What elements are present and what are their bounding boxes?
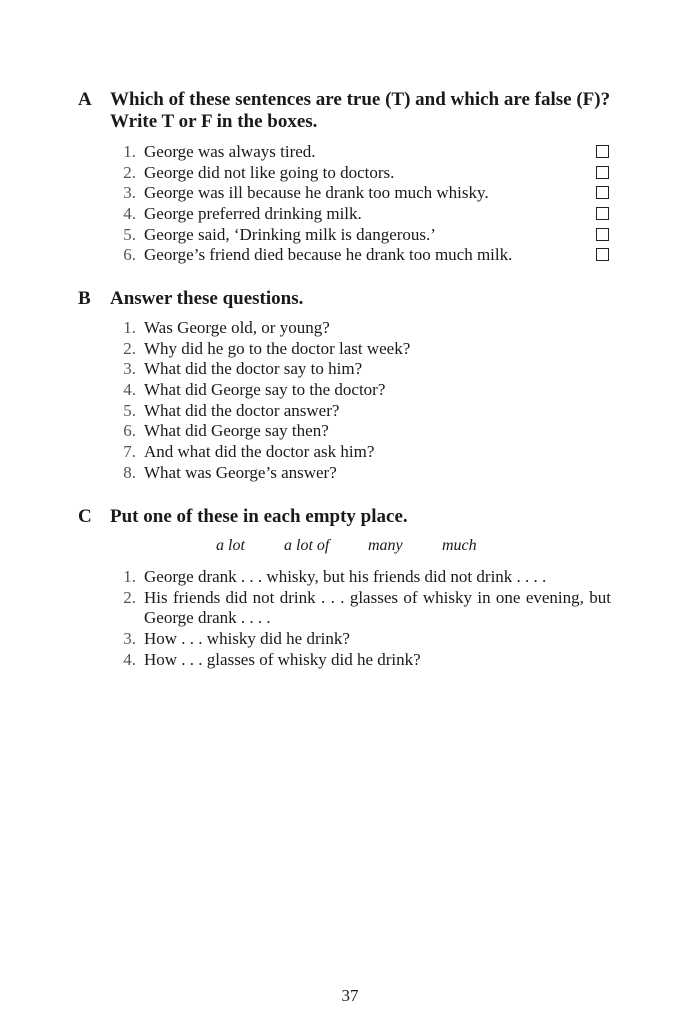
item-number: 6. — [123, 245, 136, 265]
answer-box-5[interactable] — [596, 228, 609, 241]
item-number: 4. — [123, 649, 136, 669]
list-item — [114, 163, 614, 184]
answer-box-6[interactable] — [596, 248, 609, 261]
page-number: 37 — [341, 986, 359, 1005]
section-a-heading — [78, 89, 618, 133]
section-a-letter: A — [78, 89, 92, 110]
list-item — [114, 359, 614, 380]
answer-box-3[interactable] — [596, 186, 609, 199]
section-b-heading — [78, 288, 618, 310]
item-text: George preferred drinking milk. — [144, 204, 362, 224]
item-number: 3. — [123, 629, 136, 649]
item-text: George did not like going to doctors. — [144, 162, 395, 182]
item-text: George’s friend died because he drank too much milk. — [144, 245, 513, 265]
list-item — [114, 421, 614, 442]
item-text: And what did the doctor ask him? — [144, 442, 375, 462]
list-item — [114, 183, 614, 204]
item-text: Why did he go to the doctor last week? — [144, 338, 411, 358]
answer-box-1[interactable] — [596, 145, 609, 158]
list-item — [114, 567, 611, 588]
item-text: George said, ‘Drinking milk is dangerous.’ — [144, 224, 436, 244]
item-text: How . . . whisky did he drink? — [144, 629, 350, 649]
word-choice: many — [368, 537, 403, 554]
item-number: 1. — [123, 142, 136, 161]
list-item — [114, 142, 614, 163]
section-c-letter: C — [78, 506, 92, 527]
list-item — [114, 204, 614, 225]
answer-box-2[interactable] — [596, 166, 609, 179]
item-text: How . . . glasses of whisky did he drink? — [144, 649, 421, 669]
item-text: What did George say then? — [144, 421, 329, 441]
list-item — [114, 318, 614, 339]
answer-box-4[interactable] — [596, 207, 609, 220]
section-c-title: Put one of these in each empty place. — [110, 506, 408, 527]
section-b-letter: B — [78, 288, 91, 309]
item-text: What did the doctor say to him? — [144, 359, 363, 379]
item-text: His friends did not drink . . . glasses of whisky in one evening, but George drank . . . . — [144, 587, 611, 628]
item-text: What did George say to the doctor? — [144, 380, 386, 400]
list-item — [114, 442, 614, 463]
word-choice: a lot of — [284, 537, 330, 554]
section-b-title: Answer these questions. — [110, 288, 304, 309]
item-number: 3. — [123, 359, 136, 379]
item-number: 5. — [123, 224, 136, 244]
item-number: 4. — [123, 380, 136, 400]
item-number: 8. — [123, 462, 136, 482]
item-text: George drank . . . whisky, but his friends did not drink . . . . — [144, 567, 547, 586]
section-c-list — [114, 567, 611, 671]
list-item — [114, 245, 614, 266]
list-item — [114, 339, 614, 360]
item-number: 6. — [123, 421, 136, 441]
item-number: 7. — [123, 442, 136, 462]
word-choice: a lot — [216, 537, 245, 554]
list-item — [114, 401, 614, 422]
item-number: 2. — [123, 587, 136, 607]
word-choice: much — [442, 537, 477, 554]
item-text: George was ill because he drank too much whisky. — [144, 183, 489, 203]
list-item — [114, 650, 611, 671]
list-item — [114, 629, 611, 650]
item-number: 4. — [123, 204, 136, 224]
item-text: What was George’s answer? — [144, 462, 337, 482]
item-text: Was George old, or young? — [144, 318, 330, 337]
item-number: 2. — [123, 162, 136, 182]
list-item — [114, 380, 614, 401]
item-text: George was always tired. — [144, 142, 316, 161]
section-b-list — [114, 318, 614, 484]
section-a-title: Which of these sentences are true (T) and which are false (F)? Write T or F in the boxes. — [110, 89, 611, 132]
item-number: 3. — [123, 183, 136, 203]
list-item — [114, 463, 614, 484]
item-number: 1. — [123, 567, 136, 586]
section-c-heading — [78, 506, 618, 528]
item-number: 1. — [123, 318, 136, 337]
item-text: What did the doctor answer? — [144, 400, 340, 420]
item-number: 2. — [123, 338, 136, 358]
list-item — [114, 225, 614, 246]
item-number: 5. — [123, 400, 136, 420]
section-a-list — [114, 142, 614, 266]
list-item — [114, 588, 611, 629]
